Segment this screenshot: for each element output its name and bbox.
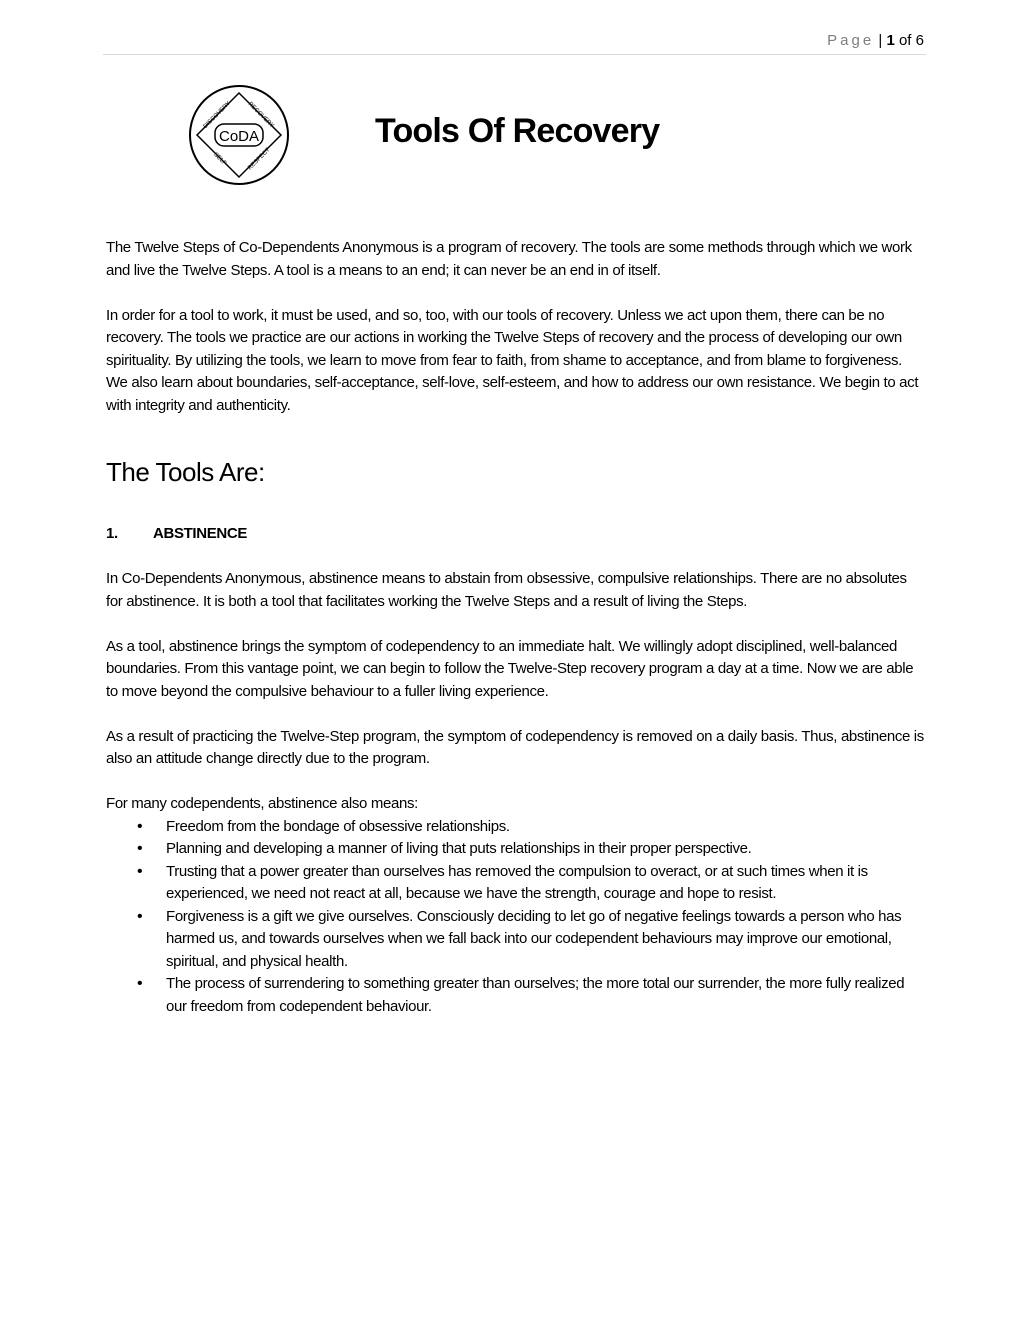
tool-paragraph: As a tool, abstinence brings the symptom of codependency to an immediate halt. We willingly adopt disciplined, well-balanced boundaries. From this vantage point, we can begin to follow the Twelve-Step recovery program a day at a time. Now we are able to move beyond the compulsive behaviour to a fuller living experience. — [106, 637, 914, 700]
list-item: • Trusting that a power greater than ourselves has removed the compulsion to overact, or at such times when it is experienced, we need not react at all, because we have the strength, courage and hope to resist. — [106, 861, 924, 906]
list-item: • The process of surrendering to something greater than ourselves; the more total our surrender, the more fully realized our freedom from codependent behaviour. — [106, 973, 924, 1018]
tool-name: ABSTINENCE — [153, 525, 248, 542]
page-header: Page | 1 of 6 — [827, 32, 924, 49]
document-title: Tools Of Recovery — [375, 112, 660, 150]
intro-paragraph: In order for a tool to work, it must be used, and so, too, with our tools of recovery. Unless we act upon them, there can be no recovery. The tools we practice are our actions in working the Twelve Steps of recovery and the process of developing our own spirituality. By utilizing the tools, we learn to move from fear to faith, from shame to acceptance, and from blame to forgiveness. We also learn about boundaries, self-acceptance, self-love, self-esteem, and how to address our own resistance. We begin to act with integrity and authenticity. — [106, 306, 919, 414]
page-label: Page — [827, 32, 875, 49]
tool-paragraph: As a result of practicing the Twelve-Step program, the symptom of codependency is removed on a daily basis. Thus, abstinence is also an attitude change directly due to the program. — [106, 727, 924, 767]
list-item: • Freedom from the bondage of obsessive relationships. — [106, 816, 924, 839]
header-rule — [103, 54, 926, 55]
page-total: of 6 — [898, 32, 924, 49]
tool-heading — [106, 523, 924, 546]
tool-paragraph: For many codependents, abstinence also means: — [106, 795, 418, 812]
svg-text:CoDA: CoDA — [218, 128, 260, 145]
list-item: • Planning and developing a manner of living that puts relationships in their proper perspective. — [106, 838, 924, 861]
coda-logo — [188, 84, 290, 186]
svg-text:DISCOVERY: DISCOVERY — [202, 100, 232, 130]
tool-paragraph: In Co-Dependents Anonymous, abstinence means to abstain from obsessive, compulsive relationships. There are no absolutes for abstinence. It is both a tool that facilitates working the Twelve Steps and a result of living the Steps. — [106, 570, 907, 610]
svg-text:RECOVERY: RECOVERY — [246, 101, 275, 130]
svg-text:SELF: SELF — [212, 151, 228, 167]
tool-number: 1. — [106, 525, 118, 542]
section-heading: The Tools Are: — [106, 457, 265, 487]
document-body — [106, 237, 924, 1018]
svg-text:RESPECT: RESPECT — [247, 147, 272, 172]
bullet-list — [106, 816, 924, 1019]
intro-paragraph: The Twelve Steps of Co-Dependents Anonymous is a program of recovery. The tools are some methods through which we work and live the Twelve Steps. A tool is a means to an end; it can never be an end in of itself. — [106, 239, 912, 279]
list-item: • Forgiveness is a gift we give ourselves. Consciously deciding to let go of negative feelings towards a person who has harmed us, and towards ourselves when we fall back into our codependent behaviours may improve our emotional, spiritual, and physical health. — [106, 906, 924, 974]
page-number: 1 — [886, 32, 895, 49]
